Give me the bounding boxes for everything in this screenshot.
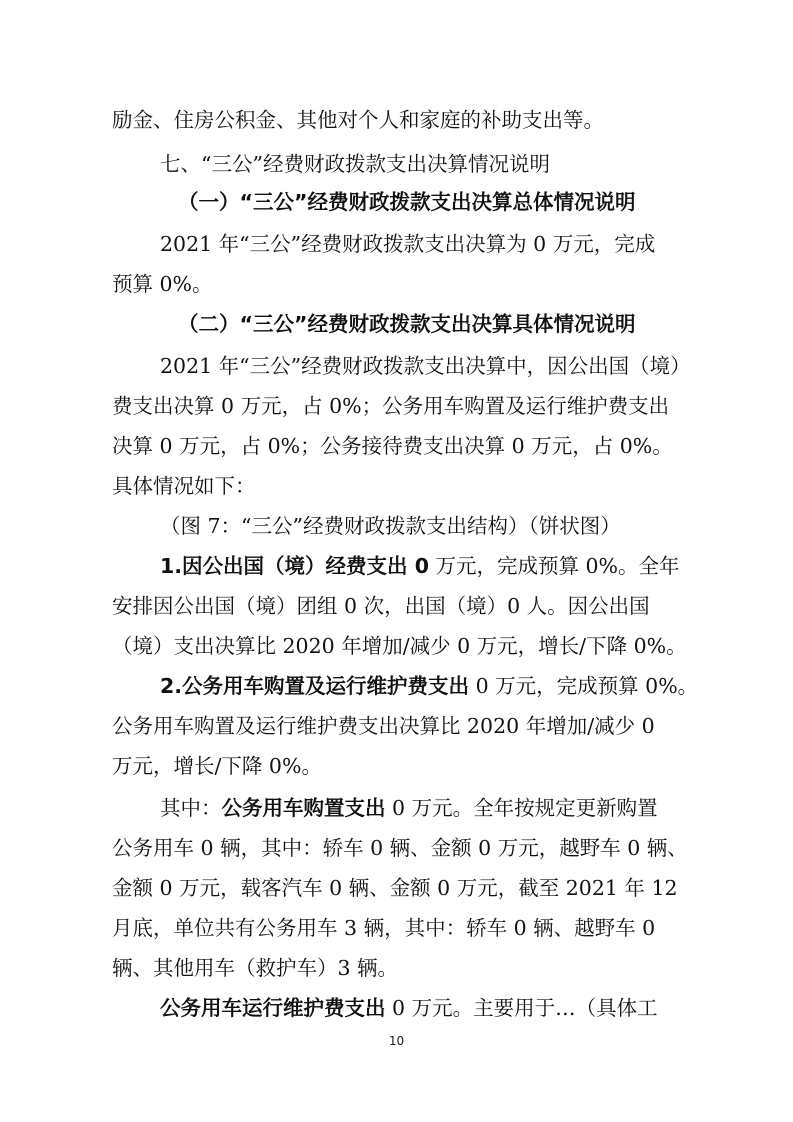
item-heading: 公务用车购置支出: [221, 796, 386, 820]
text-line: 万元，增长/下降 0%。: [112, 754, 322, 778]
text-line: 2021 年“三公”经费财政拨款支出决算为 0 万元，完成: [160, 232, 656, 256]
text-line: 公务用车 0 辆，其中：轿车 0 辆、金额 0 万元，越野车 0 辆、: [112, 836, 688, 860]
text-line: [160, 552, 738, 580]
text-line: 安排因公出国（境）团组 0 次，出国（境）0 人。因公出国: [112, 594, 650, 618]
text-line: 2021 年“三公”经费财政拨款支出决算中，因公出国（境）: [160, 354, 691, 378]
text-line: （境）支出决算比 2020 年增加/减少 0 万元，增长/下降 0%。: [112, 634, 687, 658]
text-span: 0 万元，完成预算 0%。: [469, 674, 699, 698]
text-line: [160, 794, 738, 822]
figure-caption: （图 7：“三公”经费财政拨款支出结构）（饼状图）: [160, 514, 621, 538]
text-span: 0 万元。全年按规定更新购置: [385, 796, 658, 820]
item-heading: 1.因公出国（境）经费支出 0: [160, 554, 429, 578]
text-line: 励金、住房公积金、其他对个人和家庭的补助支出等。: [112, 108, 604, 132]
text-line: 辆、其他用车（救护车）3 辆。: [112, 956, 399, 980]
text-line: 预算 0%。: [112, 272, 213, 296]
subsection-heading: （一）“三公”经费财政拨款支出决算总体情况说明: [178, 190, 636, 214]
text-span: 万元，完成预算 0%。全年: [428, 554, 680, 578]
item-heading: 公务用车运行维护费支出: [160, 996, 386, 1020]
text-line: 月底，单位共有公务用车 3 辆，其中：轿车 0 辆、越野车 0: [112, 916, 656, 940]
text-line: 公务用车购置及运行维护费支出决算比 2020 年增加/减少 0: [112, 714, 655, 738]
text-line: 决算 0 万元，占 0%；公务接待费支出决算 0 万元，占 0%。: [112, 434, 673, 458]
text-line: [160, 994, 738, 1022]
text-span: 0 万元。主要用于…（具体工: [385, 996, 658, 1020]
text-line: 费支出决算 0 万元，占 0%；公务用车购置及运行维护费支出: [112, 394, 670, 418]
text-line: [160, 672, 738, 700]
text-line: 具体情况如下：: [112, 474, 256, 498]
text-line: 金额 0 万元，载客汽车 0 辆、金额 0 万元，截至 2021 年 12: [112, 876, 678, 900]
text-span: 其中：: [160, 796, 222, 820]
item-heading: 2.公务用车购置及运行维护费支出: [160, 674, 470, 698]
page-number: 10: [388, 1034, 405, 1048]
section-heading: 七、“三公”经费财政拨款支出决算情况说明: [160, 152, 550, 176]
subsection-heading: （二）“三公”经费财政拨款支出决算具体情况说明: [178, 312, 636, 336]
